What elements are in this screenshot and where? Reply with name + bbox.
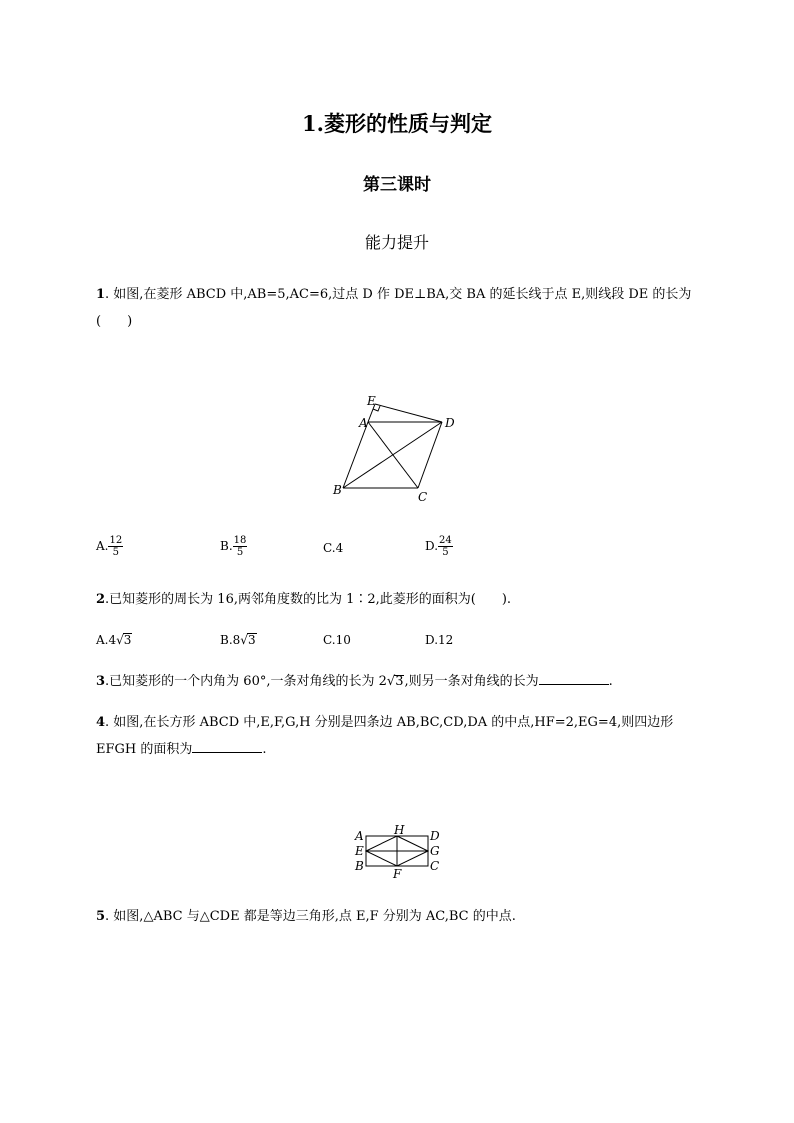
section-heading: 能力提升 <box>364 233 429 252</box>
label-b: B <box>333 483 342 497</box>
label-c: C <box>418 490 428 504</box>
label-e: E <box>367 394 376 408</box>
question-5 <box>96 903 706 930</box>
option-b: B. $\frac{18}{5}$ <box>220 535 247 558</box>
answer-bracket: ( ) <box>96 314 133 329</box>
question-1 <box>96 281 706 335</box>
label-d: D <box>430 829 440 843</box>
question-number: 3 <box>96 674 106 689</box>
option-a: A. $\frac{12}{5}$ <box>96 535 123 558</box>
label-f: F <box>393 867 402 880</box>
question-number: 4 <box>96 715 106 730</box>
segment-de <box>375 404 442 422</box>
question-text: .已知菱形的周长为 16,两邻角度数的比为 1∶2,此菱形的面积为( ). <box>105 592 512 607</box>
option-c: C.10 <box>323 633 351 647</box>
question-text: . 如图,在菱形 ABCD 中,AB=5,AC=6,过点 D 作 DE⊥BA,交 BA 的延长线于点 E,则线段 DE 的长为 <box>105 287 692 302</box>
question-text: . 如图,△ABC 与△CDE 都是等边三角形,点 E,F 分别为 AC,BC 的中点. <box>105 909 516 924</box>
question-3: 3.已知菱形的一个内角为 60°,一条对角线的长为 2√3,则另一条对角线的长为 . <box>96 674 613 689</box>
question-4: 4. 如图,在长方形 ABCD 中,E,F,G,H 分别是四条边 AB,BC,CD,DA 的中点,HF=2,EG=4,则四边形 EFGH 的面积为 . <box>96 715 674 757</box>
label-e: E <box>355 844 364 858</box>
rectangle-figure <box>350 822 450 880</box>
label-d: D <box>445 416 455 430</box>
edge-ab <box>343 422 368 488</box>
edge-cd <box>418 422 442 488</box>
label-a: A <box>359 416 368 430</box>
label-c: C <box>430 859 440 873</box>
question-number: 1 <box>96 287 106 302</box>
question-2 <box>96 586 706 613</box>
answer-blank[interactable] <box>192 740 262 753</box>
option-d: D.12 <box>425 633 454 647</box>
label-b: B <box>355 859 364 873</box>
option-a: A.4√3 <box>96 633 132 647</box>
option-c: C.4 <box>323 541 344 555</box>
rhombus-figure <box>330 390 460 505</box>
question-number: 5 <box>96 909 106 924</box>
question-number: 2 <box>96 592 106 607</box>
page-title: 1.菱形的性质与判定 <box>302 111 492 136</box>
diagonal-bd <box>343 422 442 488</box>
lesson-subtitle: 第三课时 <box>363 175 431 195</box>
label-a: A <box>355 829 364 843</box>
label-g: G <box>430 844 440 858</box>
option-d: D. $\frac{24}{5}$ <box>425 535 452 558</box>
option-b: B.8√3 <box>220 633 256 647</box>
label-h: H <box>394 823 405 837</box>
answer-blank[interactable] <box>539 672 609 685</box>
